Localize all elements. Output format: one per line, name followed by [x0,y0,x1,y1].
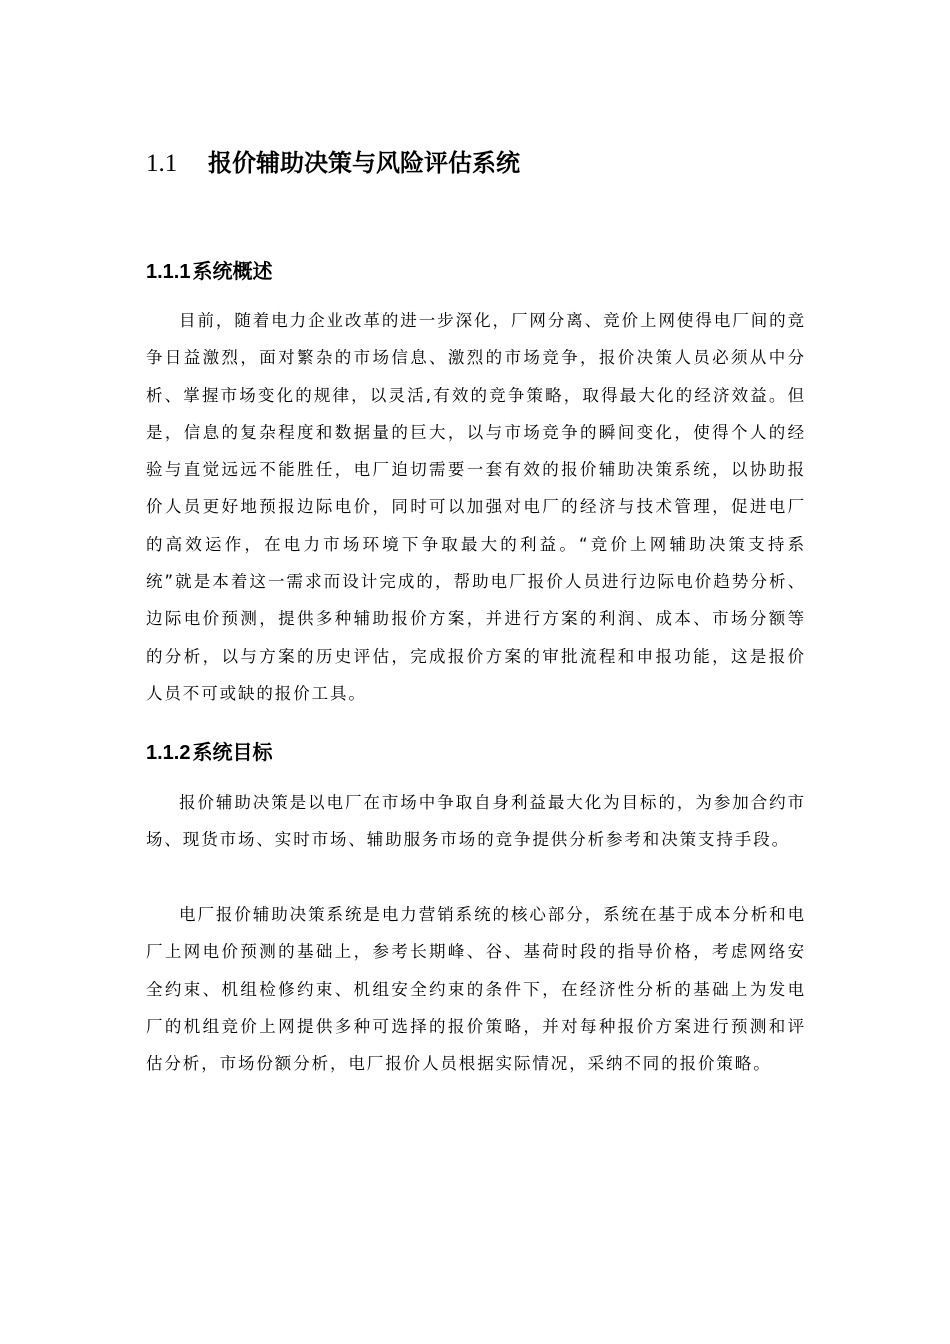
section-number: 1.1 [146,150,178,177]
section-title: 报价辅助决策与风险评估系统 [208,148,520,177]
goals-title: 系统目标 [192,740,273,764]
section-heading [146,143,520,184]
goals-number: 1.1.2 [146,742,191,764]
overview-number: 1.1.1 [146,261,191,283]
overview-heading [146,255,272,288]
goals-paragraph-2: 电厂报价辅助决策系统是电力营销系统的核心部分，系统在基于成本分析和电厂上网电价预测的基础上，参考长期峰、谷、基荷时段的指导价格，考虑网络安全约束、机组检修约束、机组安全约束的条件下，在经济性分析的基础上为发电厂的机组竞价上网提供多种可选择的报价策略，并对每种报价方案进行预测和评估分析，市场份额分析，电厂报价人员根据实际情况，采纳不同的报价策略。 [146,905,806,1074]
goals-paragraph-1: 报价辅助决策是以电厂在市场中争取自身利益最大化为目标的，为参加合约市场、现货市场、实时市场、辅助服务市场的竞争提供分析参考和决策支持手段。 [146,793,806,850]
overview-paragraph: 目前，随着电力企业改革的进一步深化，厂网分离、竞价上网使得电厂间的竞争日益激烈，面对繁杂的市场信息、激烈的市场竞争，报价决策人员必须从中分析、掌握市场变化的规律，以灵活,有效的竞争策略，取得最大化的经济效益。但是，信息的复杂程度和数据量的巨大，以与市场竞争的瞬间变化，使得个人的经验与直觉远远不能胜任，电厂迫切需要一套有效的报价辅助决策系统，以协助报价人员更好地预报边际电价，同时可以加强对电厂的经济与技术管理，促进电厂的高效运作，在电力市场环境下争取最大的利益。“竞价上网辅助决策支持系统”就是本着这一需求而设计完成的，帮助电厂报价人员进行边际电价趋势分析、边际电价预测，提供多种辅助报价方案，并进行方案的利润、成本、市场分额等的分析，以与方案的历史评估，完成报价方案的审批流程和申报功能，这是报价人员不可或缺的报价工具。 [146,311,806,703]
overview-title: 系统概述 [192,259,273,283]
goals-heading [146,736,272,769]
